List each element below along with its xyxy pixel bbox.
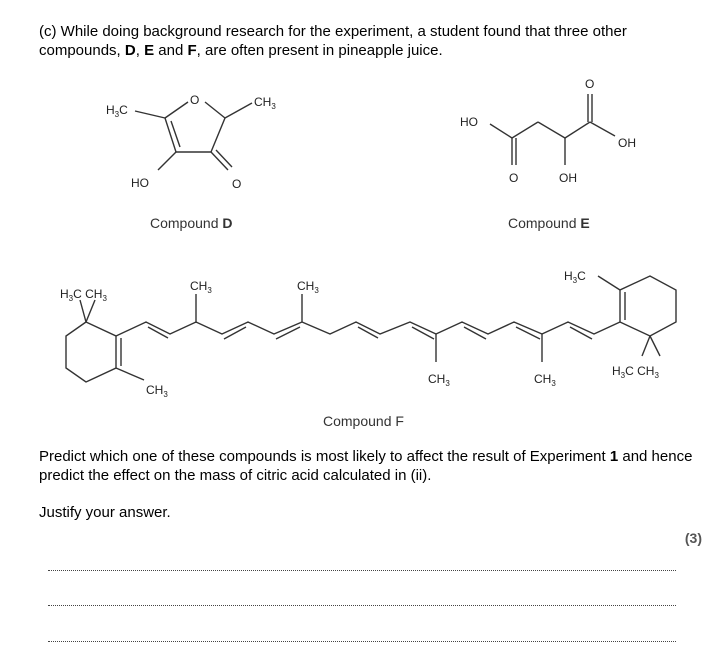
question-intro: (c) While doing background research for the experiment, a student found that three other compounds, D, E and F, are often present in pineapple juice. bbox=[39, 23, 627, 59]
e-ho-label: HO bbox=[460, 115, 478, 129]
marks-label: (3) bbox=[684, 530, 702, 546]
compound-d-caption: Compound D bbox=[150, 215, 233, 231]
d-ho-label: HO bbox=[131, 176, 149, 190]
compound-e-structure bbox=[460, 77, 636, 185]
f-h3c-right-top-label: $H_3C$ bbox=[564, 269, 586, 285]
compound-d-structure bbox=[106, 93, 276, 191]
compound-f-structure bbox=[60, 269, 676, 399]
f-ch3-top2-label: $CH_3$ bbox=[297, 279, 319, 295]
d-h3c-label: $H_3C$ bbox=[106, 103, 128, 119]
f-ch3-bottom1-label: $CH_3$ bbox=[428, 372, 450, 388]
e-bottom-oxygen-label: O bbox=[509, 171, 519, 185]
answer-line-1[interactable] bbox=[48, 570, 676, 571]
f-ch3-bottom2-label: $CH_3$ bbox=[534, 372, 556, 388]
f-ch3-top1-label: $CH_3$ bbox=[190, 279, 212, 295]
d-ring-oxygen-label: O bbox=[190, 93, 200, 107]
d-keto-oxygen-label: O bbox=[232, 177, 242, 191]
answer-line-2[interactable] bbox=[48, 605, 676, 606]
f-h3c-ch3-left-label: $H_3C$ $CH_3$ bbox=[60, 287, 107, 303]
compound-e-caption: Compound E bbox=[508, 215, 590, 231]
justify-instruction: Justify your answer. bbox=[39, 504, 171, 521]
answer-line-3[interactable] bbox=[48, 641, 676, 642]
e-oh-right-label: OH bbox=[618, 136, 636, 150]
d-ch3-label: $CH_3$ bbox=[254, 95, 276, 111]
e-oh-bottom-label: OH bbox=[559, 171, 577, 185]
f-ch3-left-bottom-label: $CH_3$ bbox=[146, 383, 168, 399]
predict-question: Predict which one of these compounds is most likely to affect the result of Experiment 1 and hence predict the effect on the mass of citric acid calculated in (ii). bbox=[39, 448, 693, 484]
compound-f-caption: Compound F bbox=[323, 413, 404, 429]
f-h3c-ch3-right-label: $H_3C$ $CH_3$ bbox=[612, 364, 659, 380]
e-top-oxygen-label: O bbox=[585, 77, 595, 91]
